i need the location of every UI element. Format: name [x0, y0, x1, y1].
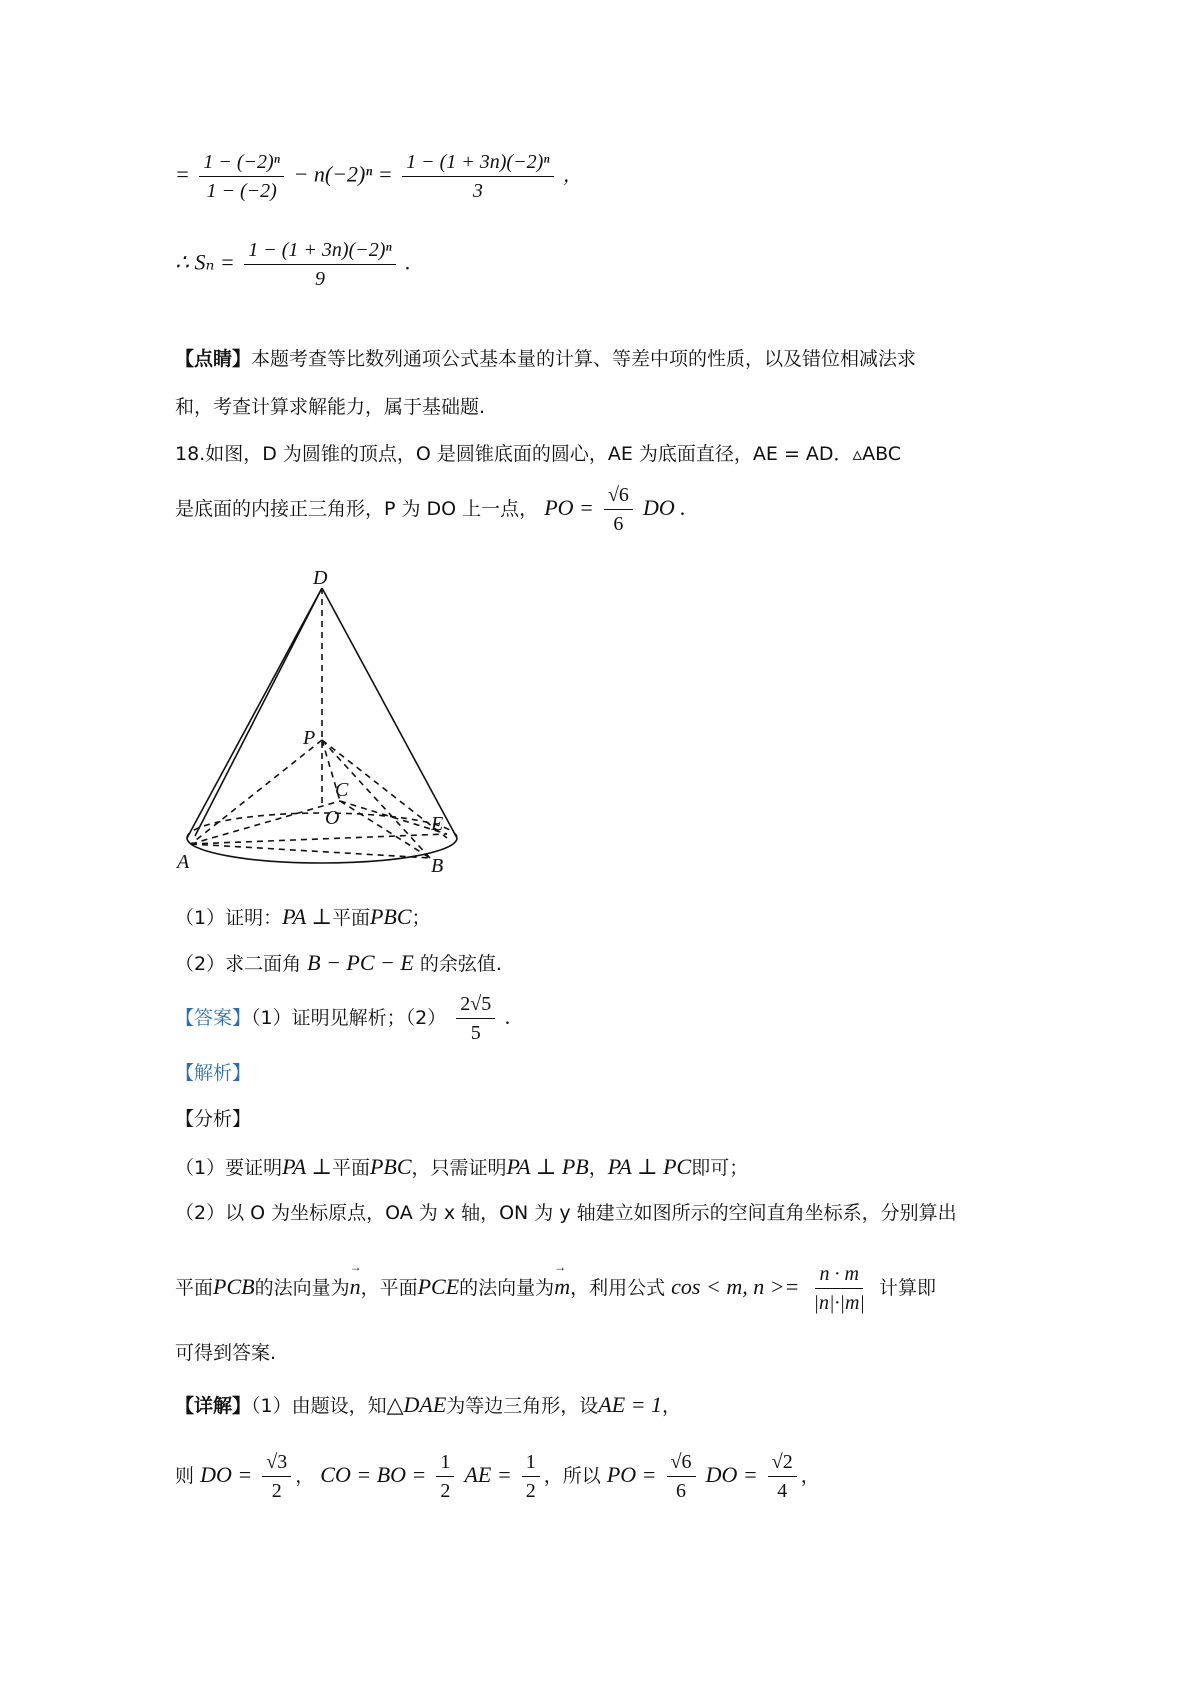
- detail-frac-2: [436, 1450, 454, 1503]
- jiexi-heading: [175, 1062, 251, 1085]
- detail-1-m: △DAE: [386, 1392, 447, 1417]
- cone-figure: [175, 568, 485, 878]
- q1-math2: PBC: [369, 904, 412, 929]
- formula-line-2: [175, 238, 411, 291]
- detail-frac-1-den: 2: [271, 1480, 282, 1502]
- fenxi-line-3: [175, 1262, 936, 1315]
- detail-co-bo: CO = BO =: [320, 1462, 427, 1487]
- q1-mid: 平面: [331, 907, 370, 929]
- detail-do: DO =: [200, 1462, 253, 1487]
- edge-AC: [191, 801, 340, 844]
- detail-frac-4: [667, 1450, 696, 1503]
- fraction-2-numerator: 1 − (1 + 3n)(−2)ⁿ: [402, 150, 553, 177]
- formula-line-1: [175, 150, 582, 203]
- edge-DA: [187, 588, 322, 838]
- detail-po: PO =: [606, 1462, 657, 1487]
- fenxi-1-m4: PA ⊥ PC: [607, 1154, 692, 1179]
- detail-frac-5-den: 4: [777, 1480, 788, 1502]
- fenxi-line-1: [175, 1154, 748, 1180]
- detail-line-2: [175, 1450, 820, 1503]
- detail-do-2: DO =: [705, 1462, 758, 1487]
- vector-n: → n: [350, 1274, 361, 1300]
- q1-prefix: （1）证明：: [175, 907, 283, 929]
- jiexi-tag: 【解析】: [175, 1062, 252, 1084]
- label-P: P: [303, 727, 316, 749]
- detail-frac-1: [262, 1450, 291, 1503]
- detail-frac-5: [768, 1450, 797, 1503]
- fenxi-1d: ，: [588, 1157, 608, 1179]
- equals-sign: =: [175, 161, 190, 187]
- fraction-1-denominator: 1 − (−2): [206, 180, 277, 202]
- fraction-1-numerator: 1 − (−2)ⁿ: [199, 150, 284, 177]
- base-ellipse-front: [187, 838, 457, 863]
- fenxi-1c: ，只需证明: [411, 1157, 507, 1179]
- label-E: E: [431, 813, 444, 835]
- fenxi-line-2: [175, 1202, 957, 1225]
- cos-formula: cos < m, n >=: [671, 1274, 800, 1299]
- fenxi-3e: ，利用公式: [570, 1277, 666, 1299]
- problem-text-2: 是底面的内接正三角形，P 为 DO 上一点，: [175, 498, 539, 520]
- vector-m: → m: [554, 1274, 570, 1300]
- comment-line-1: [175, 348, 916, 371]
- detail-frac-4-num: √6: [667, 1450, 696, 1477]
- fenxi-1e: 即可；: [691, 1157, 749, 1179]
- fenxi-tag: 【分析】: [175, 1108, 252, 1130]
- label-D: D: [313, 568, 328, 589]
- question-2: [175, 950, 502, 976]
- answer-denominator: 5: [470, 1022, 481, 1044]
- po-fraction-numerator: √6: [604, 483, 633, 510]
- label-B: B: [431, 855, 444, 877]
- label-C: C: [335, 779, 349, 801]
- answer-text: （1）证明见解析；（2）: [251, 1007, 447, 1029]
- cos-fraction: [809, 1262, 868, 1315]
- fenxi-3c: ，平面: [360, 1277, 418, 1299]
- label-A: A: [177, 851, 190, 873]
- detail-line-1: [175, 1392, 681, 1418]
- detail-frac-2-den: 2: [440, 1480, 451, 1502]
- problem-line-2: [175, 483, 686, 536]
- detail-frac-3-den: 2: [525, 1480, 536, 1502]
- fenxi-3-m2: PCE: [417, 1274, 460, 1299]
- detail-1a: （1）由题设，知: [251, 1395, 387, 1417]
- problem-text-1: 18.如图，D 为圆锥的顶点，O 是圆锥底面的圆心，AE 为底面直径，AE = AD．▵ABC: [175, 443, 902, 465]
- edge-PA: [191, 740, 322, 844]
- fenxi-1b: 平面: [331, 1157, 370, 1179]
- detail-2d: ，: [800, 1465, 820, 1487]
- problem-line-1: [175, 443, 901, 466]
- q2-math: B − PC − E: [307, 950, 414, 975]
- fenxi-4: 可得到答案.: [175, 1342, 277, 1364]
- q2-prefix: （2）求二面角: [175, 953, 302, 975]
- fenxi-heading: [175, 1108, 251, 1131]
- detail-frac-4-den: 6: [676, 1480, 687, 1502]
- minus-term: − n(−2)ⁿ =: [293, 161, 393, 187]
- detail-ae: AE =: [464, 1462, 512, 1487]
- detail-frac-1-num: √3: [262, 1450, 291, 1477]
- po-fraction-denominator: 6: [613, 513, 624, 535]
- detail-frac-5-num: √2: [768, 1450, 797, 1477]
- detail-1b: 为等边三角形，设: [446, 1395, 599, 1417]
- fraction-2: [402, 150, 553, 203]
- sn-tail: .: [405, 249, 411, 275]
- sn-numerator: 1 − (1 + 3n)(−2)ⁿ: [244, 238, 395, 265]
- fenxi-3f: 计算即: [878, 1277, 936, 1299]
- answer-tail: .: [505, 1004, 511, 1029]
- sn-lead: ∴ Sₙ =: [175, 249, 235, 275]
- fenxi-3a: 平面: [175, 1277, 214, 1299]
- detail-2a: 则: [175, 1465, 195, 1487]
- fenxi-3-m1: PCB: [213, 1274, 255, 1299]
- fenxi-1-m3: PA ⊥ PB: [506, 1154, 589, 1179]
- q1-tail: ；: [411, 907, 431, 929]
- question-1: [175, 904, 431, 930]
- po-lhs: PO =: [544, 495, 594, 520]
- formula-1-tail: ，: [563, 164, 583, 187]
- fenxi-1-m1: PA ⊥: [282, 1154, 332, 1179]
- fenxi-line-4: [175, 1342, 276, 1365]
- detail-2c: ，所以: [543, 1465, 601, 1487]
- detail-1-m2: AE = 1: [598, 1392, 663, 1417]
- answer-numerator: 2√5: [456, 992, 495, 1019]
- fraction-1: [199, 150, 284, 203]
- detail-frac-3-num: 1: [522, 1450, 540, 1477]
- po-rhs: DO .: [642, 495, 686, 520]
- fenxi-2: （2）以 O 为坐标原点，OA 为 x 轴，ON 为 y 轴建立如图所示的空间直角坐标系，分别算出: [175, 1202, 957, 1224]
- fenxi-1a: （1）要证明: [175, 1157, 283, 1179]
- detail-frac-3: [522, 1450, 540, 1503]
- fraction-2-denominator: 3: [472, 180, 483, 202]
- fenxi-3b: 的法向量为: [254, 1277, 350, 1299]
- label-O: O: [325, 807, 340, 829]
- comment-tag: 【点睛】: [175, 348, 252, 370]
- comment-text-2: 和，考查计算求解能力，属于基础题.: [175, 396, 486, 418]
- edge-DA-inner: [195, 588, 322, 836]
- q1-math: PA ⊥: [282, 904, 332, 929]
- cos-denominator: |n|·|m|: [813, 1292, 865, 1314]
- sn-denominator: 9: [314, 268, 325, 290]
- answer-tag: 【答案】: [175, 1007, 252, 1029]
- detail-1c: ，: [662, 1395, 682, 1417]
- diameter-AE: [191, 834, 447, 844]
- comment-line-2: [175, 396, 485, 419]
- answer-line: [175, 992, 511, 1045]
- fenxi-1-m2: PBC: [369, 1154, 412, 1179]
- q2-tail: 的余弦值.: [419, 953, 502, 975]
- cos-numerator: n · m: [815, 1262, 862, 1289]
- detail-2b: ，: [295, 1465, 315, 1487]
- fenxi-3d: 的法向量为: [459, 1277, 555, 1299]
- detail-tag: 【详解】: [175, 1395, 252, 1417]
- comment-text-1: 本题考查等比数列通项公式基本量的计算、等差中项的性质，以及错位相减法求: [251, 348, 917, 370]
- answer-fraction: [456, 992, 495, 1045]
- detail-frac-2-num: 1: [436, 1450, 454, 1477]
- po-fraction: [604, 483, 633, 536]
- sn-fraction: [244, 238, 395, 291]
